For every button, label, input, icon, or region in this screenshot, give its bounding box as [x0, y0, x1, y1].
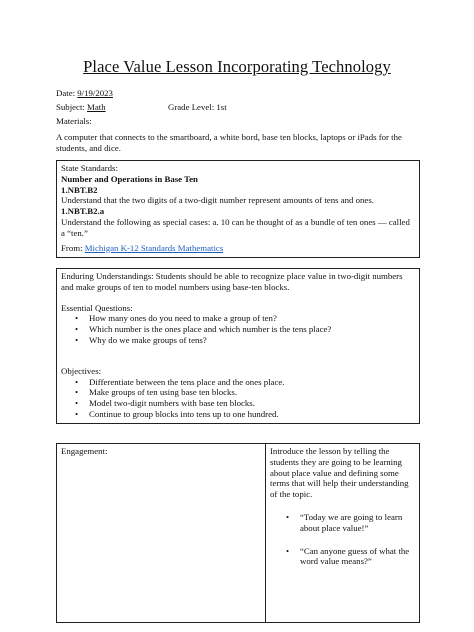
list-item: • “Today we are going to learn about place value!” [300, 512, 415, 534]
list-item: • Differentiate between the tens place and the ones place. [89, 377, 415, 388]
enduring-understandings: Enduring Understandings: Students should be able to recognize place value in two-digit numbers and make groups of ten to model numbers using base-ten blocks. [61, 271, 403, 292]
list-item: • Model two-digit numbers with base ten blocks. [89, 398, 415, 409]
standard-code-1: 1.NBT.B2 [61, 184, 98, 195]
list-item: • Continue to group blocks into tens up to one hundred. [89, 409, 415, 420]
date-label: Date: [56, 88, 76, 98]
grade-line [168, 102, 227, 113]
engagement-quotes [270, 512, 415, 567]
engagement-intro: Introduce the lesson by telling the students they are going to be learning about place value and defining some terms that will help their understanding of the topic. [270, 446, 409, 500]
list-item: • Why do we make groups of tens? [89, 335, 415, 346]
subject-label: Subject: [56, 102, 85, 112]
understandings-box [56, 268, 420, 424]
essential-questions-list [61, 313, 415, 345]
grade-label: Grade Level: [168, 102, 215, 112]
standards-source-link[interactable]: Michigan K-12 Standards Mathematics [84, 242, 224, 253]
source-label: From: [61, 242, 83, 253]
objectives-heading: Objectives: [61, 365, 102, 376]
standards-heading: State Standards: [61, 163, 118, 173]
list-item: • “Can anyone guess of what the word value means?” [300, 546, 415, 568]
essential-questions-heading: Essential Questions: [61, 302, 133, 313]
document-title: Place Value Lesson Incorporating Technology [83, 57, 391, 76]
list-item: • How many ones do you need to make a group of ten? [89, 313, 415, 324]
standards-box [56, 160, 420, 258]
engagement-label-cell [57, 444, 266, 623]
subject-value: Math [87, 102, 106, 112]
materials-text: A computer that connects to the smartboard, a white bord, base ten blocks, laptops or iPads for the students, and dice. [56, 132, 402, 153]
engagement-table [56, 443, 420, 623]
list-item: • Make groups of ten using base ten blocks. [89, 387, 415, 398]
engagement-content-cell [266, 444, 420, 623]
standards-domain: Number and Operations in Base Ten [61, 173, 198, 184]
engagement-label: Engagement: [61, 446, 108, 456]
subject-line [56, 102, 106, 113]
date-line [56, 88, 113, 99]
standard-text-1: Understand that the two digits of a two-digit number represent amounts of tens and ones. [61, 195, 374, 206]
materials-label: Materials: [56, 116, 92, 126]
list-item: • Which number is the ones place and which number is the tens place? [89, 324, 415, 335]
standards-source [61, 243, 415, 254]
grade-value: 1st [216, 102, 227, 112]
standard-text-2: Understand the following as special cases: a. 10 can be thought of as a bundle of ten ones — called a “ten.” [61, 216, 410, 238]
standard-code-2: 1.NBT.B2.a [61, 206, 105, 217]
date-value: 9/19/2023 [77, 88, 113, 98]
objectives-list [61, 377, 415, 420]
